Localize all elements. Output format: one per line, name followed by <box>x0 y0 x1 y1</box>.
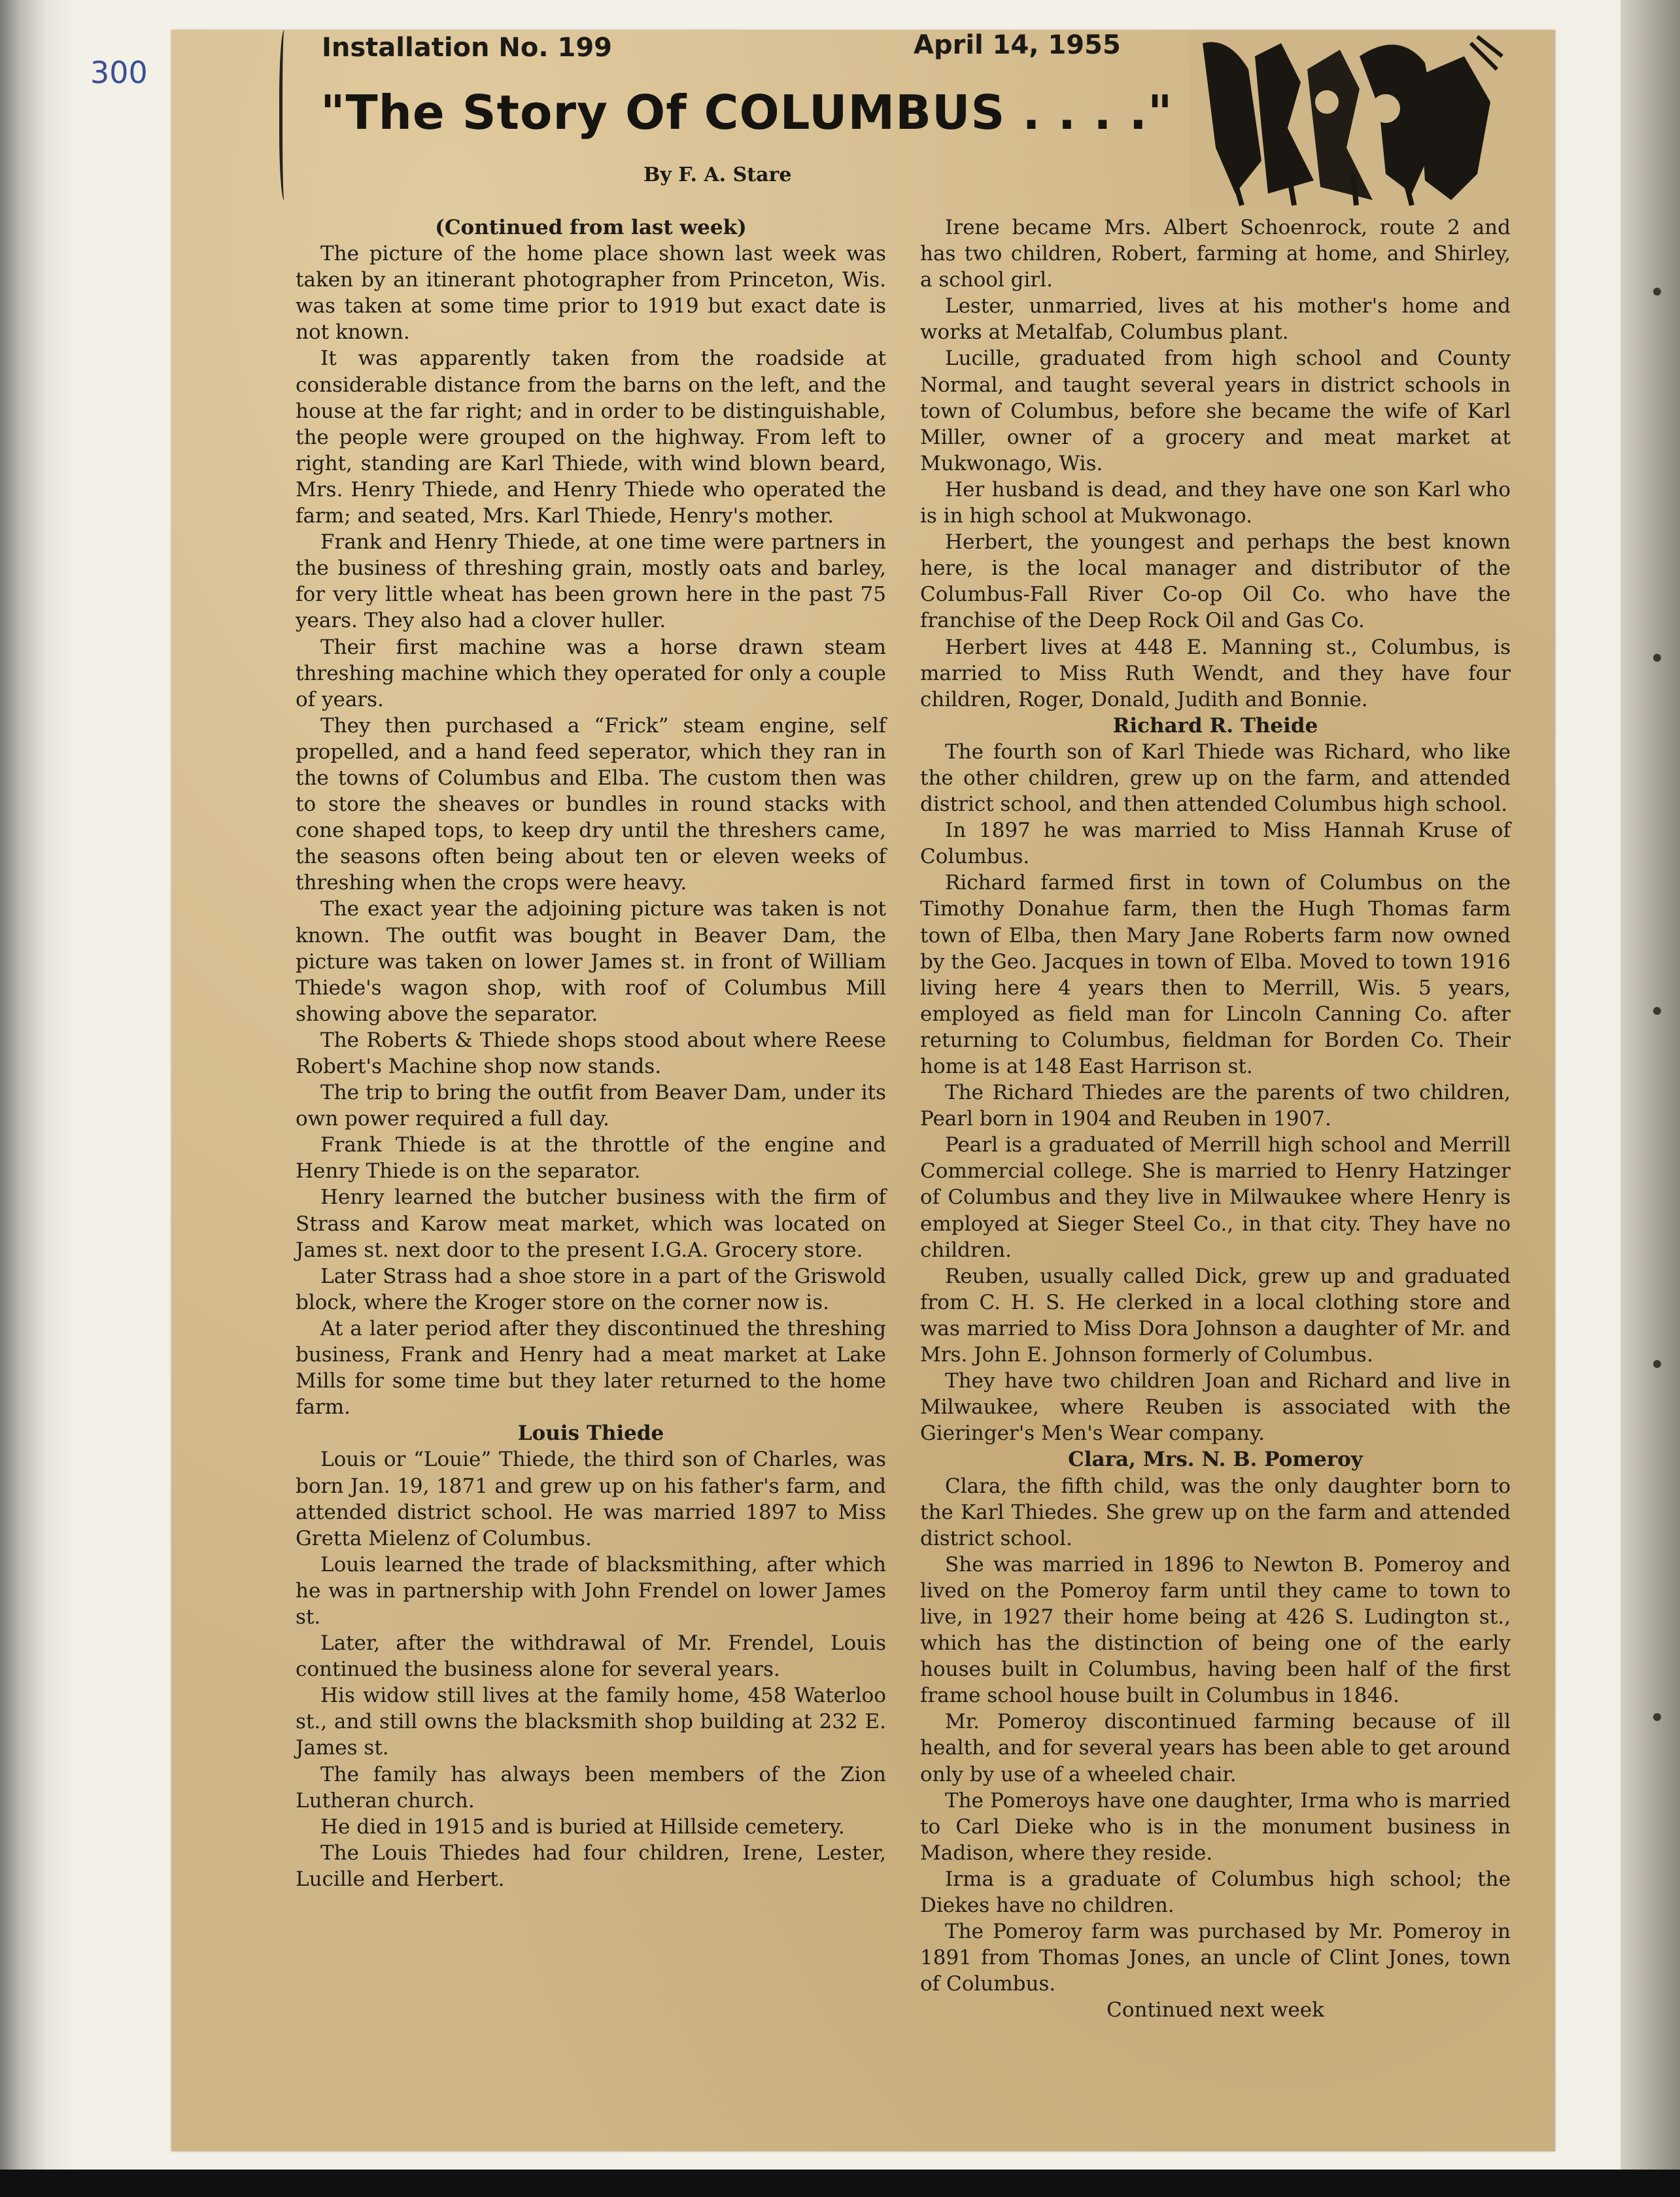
newspaper-clipping <box>171 30 1555 2151</box>
article-paragraph: Mr. Pomeroy discontinued farming because of ill health, and for several years has been able to get around only by use of a wheeled chair. <box>920 1710 1511 1786</box>
binding-hole <box>1653 1360 1661 1368</box>
section-subhead: Louis Thiede <box>517 1422 664 1446</box>
installation-number: Installation No. 199 <box>322 33 612 63</box>
article-paragraph: Her husband is dead, and they have one son Karl who is in high school at Mukwonago. <box>920 477 1511 528</box>
article-paragraph: They have two children Joan and Richard and live in Milwaukee, where Reuben is associated with the Gieringer's Men's Wear company. <box>920 1369 1511 1446</box>
byline: By F. A. Stare <box>643 163 792 186</box>
article-paragraph: Herbert, the youngest and perhaps the best known here, is the local manager and distributor of the Columbus-Fall River Co-op Oil Co. who have the franchise of the Deep Rock Oil and Gas Co. <box>920 530 1511 633</box>
article-paragraph: The Richard Thiedes are the parents of two children, Pearl born in 1904 and Reuben in 1907. <box>920 1081 1511 1131</box>
section-subhead: (Continued from last week) <box>435 216 747 239</box>
section-subhead: Clara, Mrs. N. B. Pomeroy <box>1068 1448 1363 1472</box>
article-paragraph: The exact year the adjoining picture was taken is not known. The outfit was bought in Beaver Dam, the picture was taken on lower James st. in front of William Thiede's wagon shop, with roof of Columbus Mill showing above the separator. <box>296 897 886 1026</box>
article-paragraph: The family has always been members of the Zion Lutheran church. <box>296 1762 886 1813</box>
article-paragraph: Reuben, usually called Dick, grew up and graduated from C. H. S. He clerked in a local clothing store and was married to Miss Dora Johnson a daughter of Mr. and Mrs. John E. Johnson formerly of Columbus. <box>920 1264 1511 1367</box>
section-subhead: Richard R. Theide <box>1112 713 1318 738</box>
article-paragraph: The Pomeroys have one daughter, Irma who is married to Carl Dieke who is in the monument business in Madison, where they reside. <box>920 1788 1511 1865</box>
binding-hole <box>1653 1007 1661 1015</box>
article-paragraph: Irma is a graduate of Columbus high school; the Diekes have no children. <box>920 1867 1511 1917</box>
article-column-right <box>920 214 1511 2023</box>
article-paragraph: Henry learned the butcher business with the firm of Strass and Karow meat market, which was located on James st. next door to the present I.G.A. Grocery store. <box>296 1185 886 1262</box>
article-paragraph: Their first machine was a horse drawn steam threshing machine which they operated for only a couple of years. <box>296 635 886 711</box>
article-paragraph: He died in 1915 and is buried at Hillside cemetery. <box>320 1814 845 1839</box>
issue-date: April 14, 1955 <box>914 30 1121 60</box>
article-paragraph: It was apparently taken from the roadside at considerable distance from the barns on the left, and the house at the far right; and in order to be distinguishable, the people were grouped on the highway. From left to right, standing are Karl Thiede, with wind blown beard, Mrs. Henry Thiede, and Henry Thiede who operated the farm; and seated, Mrs. Karl Thiede, Henry's mother. <box>296 347 886 528</box>
article-paragraph: His widow still lives at the family home, 458 Waterloo st., and still owns the blacksmith shop building at 232 E. James st. <box>296 1684 886 1760</box>
handwritten-page-number: 300 <box>90 55 148 90</box>
article-paragraph: The trip to bring the outfit from Beaver Dam, under its own power required a full day. <box>296 1081 886 1131</box>
article-paragraph: Irene became Mrs. Albert Schoenrock, route 2 and has two children, Robert, farming at home, and Shirley, a school girl. <box>920 216 1511 292</box>
headline: "The Story Of COLUMBUS . . . ." <box>320 85 1173 140</box>
article-paragraph: The Louis Thiedes had four children, Irene, Lester, Lucille and Herbert. <box>296 1841 886 1891</box>
binding-spine <box>0 0 75 2170</box>
article-paragraph: Frank Thiede is at the throttle of the engine and Henry Thiede is on the separator. <box>296 1133 886 1184</box>
article-paragraph: In 1897 he was married to Miss Hannah Kruse of Columbus. <box>920 819 1511 869</box>
continued-notice: Continued next week <box>1106 1998 1324 2022</box>
article-paragraph: They then purchased a “Frick” steam engine, self propelled, and a hand feed seperator, which they ran in the towns of Columbus and Elba. The custom then was to store the sheaves or bundles in round stacks with cone shaped tops, to keep dry until the threshers came, the seasons often being about ten or eleven weeks of threshing when the crops were heavy. <box>296 713 886 895</box>
article-paragraph: Later, after the withdrawal of Mr. Frendel, Louis continued the business alone for several years. <box>296 1631 886 1682</box>
article-paragraph: The Pomeroy farm was purchased by Mr. Pomeroy in 1891 from Thomas Jones, an uncle of Clint Jones, town of Columbus. <box>920 1920 1511 1996</box>
article-paragraph: Frank and Henry Thiede, at one time were partners in the business of threshing grain, mostly oats and barley, for very little wheat has been grown here in the past 75 years. They also had a clover huller. <box>296 530 886 633</box>
article-paragraph: At a later period after they discontinued the threshing business, Frank and Henry had a meat market at Lake Mills for some time but they later returned to the home farm. <box>296 1316 886 1420</box>
article-paragraph: Clara, the fifth child, was the only daughter born to the Karl Thiedes. She grew up on the farm and attended district school. <box>920 1474 1511 1550</box>
article-paragraph: The fourth son of Karl Thiede was Richard, who like the other children, grew up on the farm, and attended district school, and then attended Columbus high school. <box>920 740 1511 817</box>
article-paragraph: Later Strass had a shoe store in a part of the Griswold block, where the Kroger store on the corner now is. <box>296 1264 886 1314</box>
article-paragraph: Lester, unmarried, lives at his mother's home and works at Metalfab, Columbus plant. <box>920 294 1511 345</box>
binding-hole <box>1653 654 1661 662</box>
article-paragraph: The picture of the home place shown last week was taken by an itinerant photographer from Princeton, Wis. was taken at some time prior to 1919 but exact date is not known. <box>296 242 886 345</box>
article-paragraph: Richard farmed first in town of Columbus on the Timothy Donahue farm, then the Hugh Thomas farm town of Elba, then Mary Jane Roberts farm now owned by the Geo. Jacques in town of Elba. Moved to town 1916 living here 4 years then to Merrill, Wis. 5 years, employed as field man for Lincoln Canning Co. after returning to Columbus, fieldman for Borden Co. Their home is at 148 East Harrison st. <box>920 871 1511 1078</box>
page-edge <box>1620 0 1680 2170</box>
binding-hole <box>1653 288 1661 296</box>
article-paragraph: Pearl is a graduated of Merrill high school and Merrill Commercial college. She is married to Henry Hatzinger of Columbus and they live in Milwaukee where Henry is employed at Sieger Steel Co., in that city. They have no children. <box>920 1133 1511 1262</box>
header-bracket <box>279 30 292 200</box>
article-paragraph: The Roberts & Thiede shops stood about where Reese Robert's Machine shop now stands. <box>296 1028 886 1078</box>
article-paragraph: Lucille, graduated from high school and County Normal, and taught several years in district schools in town of Columbus, before she became the wife of Karl Miller, owner of a grocery and meat market at Mukwonago, Wis. <box>920 347 1511 475</box>
article-paragraph: Louis or “Louie” Thiede, the third son of Charles, was born Jan. 19, 1871 and grew up on his father's farm, and attended district school. He was married 1897 to Miss Gretta Mielenz of Columbus. <box>296 1448 886 1550</box>
article-column-left <box>296 214 886 1892</box>
article-paragraph: Herbert lives at 448 E. Manning st., Columbus, is married to Miss Ruth Wendt, and they have four children, Roger, Donald, Judith and Bonnie. <box>920 635 1511 711</box>
binding-hole <box>1653 1713 1661 1721</box>
article-paragraph: She was married in 1896 to Newton B. Pomeroy and lived on the Pomeroy farm until they came to town to live, in 1927 their home being at 426 S. Ludington st., which has the distinction of being one of the early houses built in Columbus, having been half of the first frame school house built in Columbus in 1846. <box>920 1552 1511 1708</box>
article-paragraph: Louis learned the trade of blacksmithing, after which he was in partnership with John Frendel on lower James st. <box>296 1552 886 1629</box>
masthead-illustration <box>1190 30 1505 208</box>
